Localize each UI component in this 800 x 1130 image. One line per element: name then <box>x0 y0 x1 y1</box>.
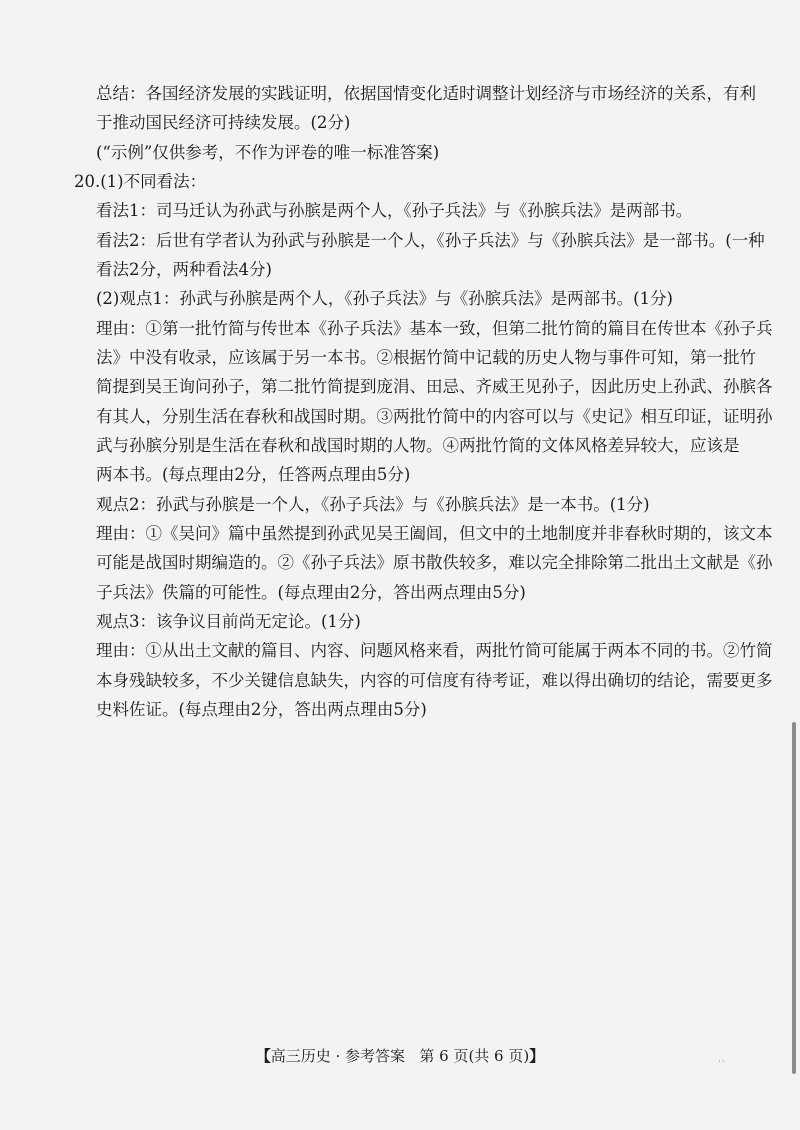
footer-left-bracket: 【 <box>255 1047 271 1065</box>
summary-line-1: 总结：各国经济发展的实践证明，依据国情变化适时调整计划经济与市场经济的关系，有利 <box>96 84 756 103</box>
reason-2-line-1: 理由：①《吴问》篇中虽然提到孙武见吴王阖闾，但文中的土地制度并非春秋时期的，该文本 <box>96 524 773 543</box>
reason-1-line-3: 简提到吴王询问孙子，第二批竹简提到庞涓、田忌、齐威王见孙子，因此历史上孙武、孙膑各 <box>96 377 773 396</box>
dots-icon: ·· <box>718 1057 726 1067</box>
reason-1-line-2: 法》中没有收录，应该属于另一本书。②根据竹简中记载的历史人物与事件可知，第一批竹 <box>96 348 756 367</box>
viewpoint-3-line: 观点3：该争议目前尚无定论。(1分) <box>96 612 361 631</box>
reason-2-line-3: 子兵法》佚篇的可能性。(每点理由2分，答出两点理由5分) <box>96 583 526 602</box>
footer-text: 高三历史 · 参考答案 第 6 页(共 6 页) <box>270 1047 530 1065</box>
page-footer <box>0 1046 800 1066</box>
view-2-line-2: 看法2分，两种看法4分) <box>96 260 272 279</box>
reason-2-line-2: 可能是战国时期编造的。②《孙子兵法》原书散佚较多，难以完全排除第二批出土文献是《孙 <box>96 553 773 572</box>
reason-1-line-6: 两本书。(每点理由2分，任答两点理由5分) <box>96 465 411 484</box>
footer-right-bracket: 】 <box>529 1047 545 1065</box>
viewpoint-1-line: (2)观点1：孙武与孙膑是两个人，《孙子兵法》与《孙膑兵法》是两部书。(1分) <box>96 289 673 308</box>
reason-1-line-4: 有其人，分别生活在春秋和战国时期。③两批竹简中的内容可以与《史记》相互印证，证明孙 <box>96 407 773 426</box>
view-1-line: 看法1：司马迁认为孙武与孙膑是两个人，《孙子兵法》与《孙膑兵法》是两部书。 <box>96 201 693 220</box>
example-note: (“示例”仅供参考，不作为评卷的唯一标准答案) <box>96 143 440 162</box>
viewpoint-2-line: 观点2：孙武与孙膑是一个人，《孙子兵法》与《孙膑兵法》是一本书。(1分) <box>96 495 650 514</box>
view-2-line-1: 看法2：后世有学者认为孙武与孙膑是一个人，《孙子兵法》与《孙膑兵法》是一部书。(一种 <box>96 231 765 250</box>
reason-1-line-5: 武与孙膑分别是生活在春秋和战国时期的人物。④两批竹简的文体风格差异较大，应该是 <box>96 436 740 455</box>
scrollbar[interactable] <box>792 722 796 1074</box>
reason-3-line-1: 理由：①从出土文献的篇目、内容、问题风格来看，两批竹简可能属于两本不同的书。②竹简 <box>96 641 773 660</box>
reason-3-line-2: 本身残缺较多，不少关键信息缺失，内容的可信度有待考证，难以得出确切的结论，需要更多 <box>96 671 773 690</box>
reason-3-line-3: 史料佐证。(每点理由2分，答出两点理由5分) <box>96 700 427 719</box>
question-20-heading: 20.(1)不同看法： <box>74 172 207 191</box>
summary-line-2: 于推动国民经济可持续发展。(2分) <box>96 113 351 132</box>
reason-1-line-1: 理由：①第一批竹简与传世本《孙子兵法》基本一致，但第二批竹简的篇目在传世本《孙子兵 <box>96 319 773 338</box>
